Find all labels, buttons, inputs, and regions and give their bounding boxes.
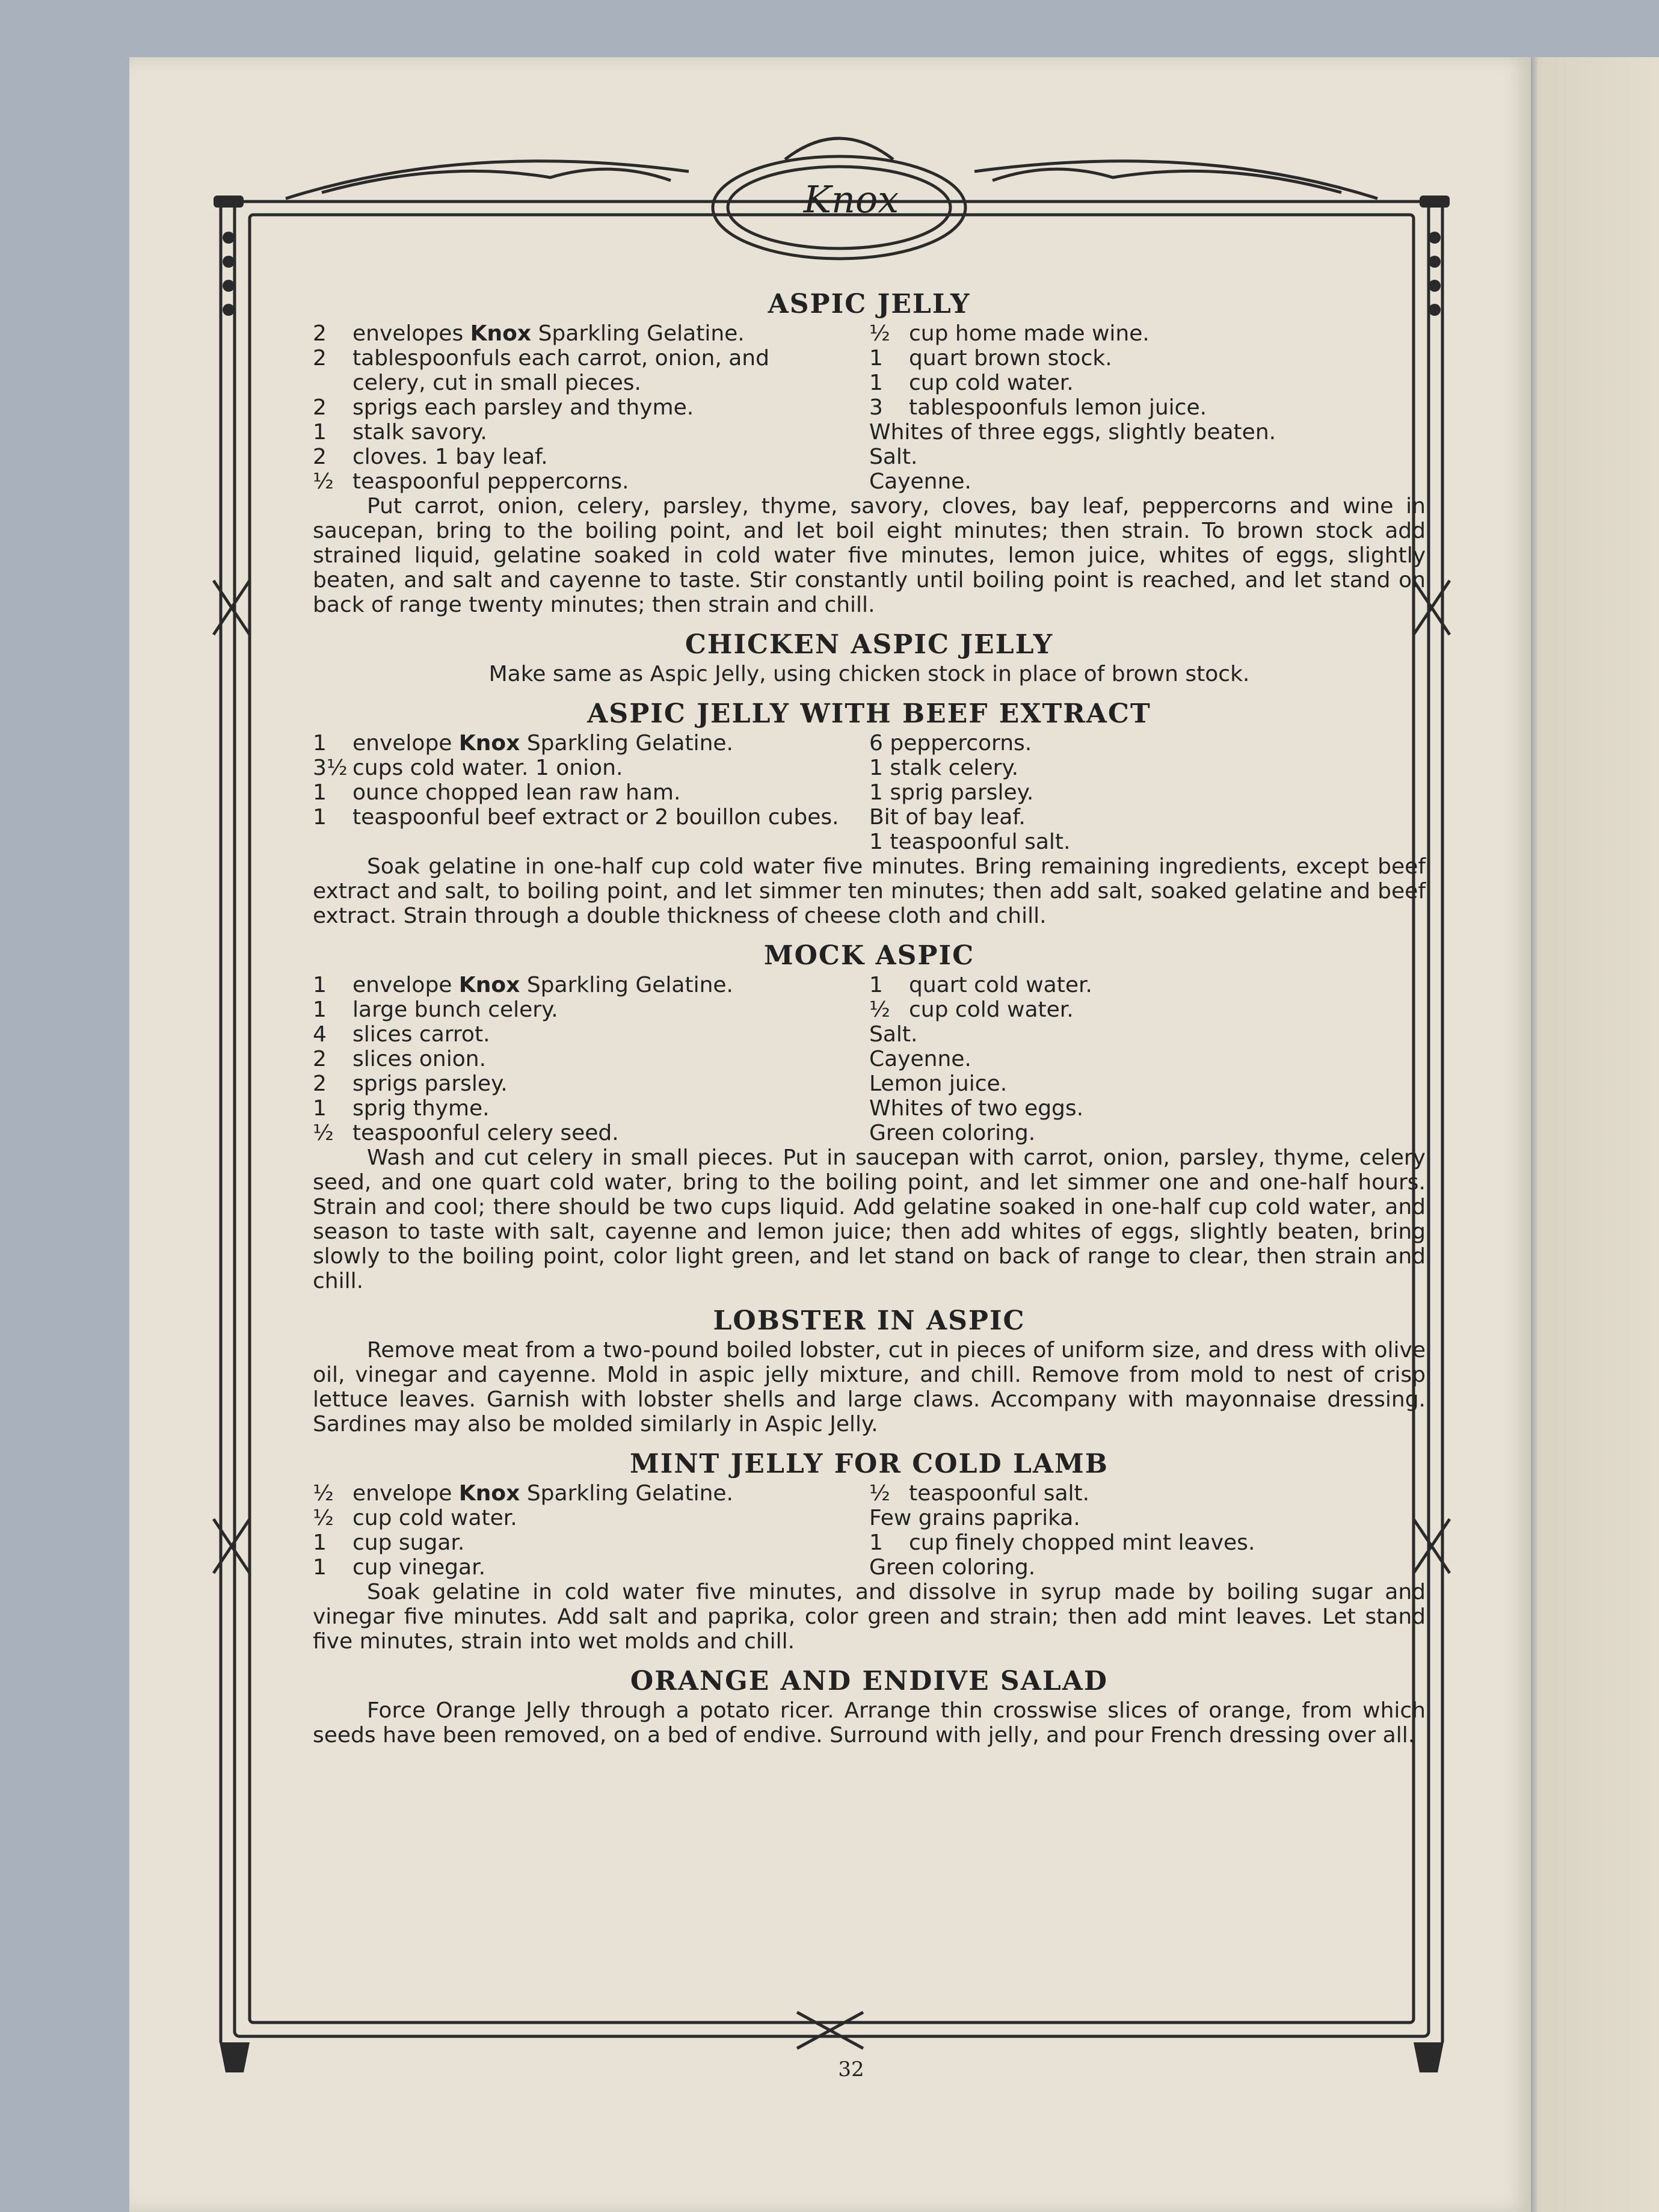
recipe-title: LOBSTER IN ASPIC	[713, 1305, 1026, 1336]
recipe-lobster-in-aspic	[313, 1304, 1426, 1437]
ingredient-row: ½ cup cold water.	[313, 1506, 517, 1530]
recipe-instructions: Put carrot, onion, celery, parsley, thyme, savory, cloves, bay leaf, peppercorns and wine in saucepan, bring to the boiling point, and let boil eight minutes; then strain. To brown stock add strained liquid, gelatine soaked in cold water five minutes, lemon juice, whites of eggs, slightly beaten, and salt and cayenne to taste. Stir constantly until boiling point is reached, and let stand on back of range twenty minutes; then strain and chill.	[313, 494, 1426, 617]
ingredient-row: 2 sprigs parsley.	[313, 1071, 508, 1096]
page-number: 32	[838, 2057, 864, 2081]
recipe-aspic-jelly-beef-extract	[313, 697, 1426, 928]
recipe-instructions: Remove meat from a two-pound boiled lobster, cut in pieces of uniform size, and dress with olive oil, vinegar and cayenne. Mold in aspic jelly mixture, and chill. Remove from mold to nest of crisp lettuce leaves. Garnish with lobster shells and large claws. Accompany with mayonnaise dressing. Sardines may also be molded similarly in Aspic Jelly.	[313, 1338, 1426, 1437]
recipe-instructions: Force Orange Jelly through a potato ricer. Arrange thin crosswise slices of orange, from which seeds have been removed, on a bed of endive. Surround with jelly, and pour French dressing over all.	[313, 1698, 1426, 1748]
ingredients-right	[869, 973, 1426, 1145]
ingredients-left	[313, 1481, 847, 1580]
ingredient-row: 2 envelopes Knox Sparkling Gelatine.	[313, 321, 745, 346]
recipe-instructions: Soak gelatine in cold water five minutes, and dissolve in syrup made by boiling sugar and vinegar five minutes. Add salt and paprika, color green and strain; then add mint leaves. Let stand five minutes, strain into wet molds and chill.	[313, 1580, 1426, 1654]
ingredient-row: 1 quart cold water.	[869, 973, 1092, 997]
recipe-aspic-jelly	[313, 288, 1426, 617]
ingredient-row: 1 sprig parsley.	[869, 780, 1034, 805]
recipe-title: MOCK ASPIC	[763, 940, 975, 971]
ingredient-row: Bit of bay leaf.	[869, 805, 1026, 830]
ingredients-right	[869, 1481, 1426, 1580]
ingredient-row: ½ envelope Knox Sparkling Gelatine.	[313, 1481, 733, 1506]
recipe-content	[313, 277, 1426, 1748]
ingredient-row: Whites of three eggs, slightly beaten.	[869, 420, 1276, 445]
ingredient-row: 2 cloves. 1 bay leaf.	[313, 445, 548, 469]
recipe-instructions: Soak gelatine in one-half cup cold water five minutes. Bring remaining ingredients, except beef extract and salt, to boiling point, and let simmer ten minutes; then add salt, soaked gelatine and beef extract. Strain through a double thickness of cheese cloth and chill.	[313, 854, 1426, 928]
ingredient-row: 4 slices carrot.	[313, 1022, 490, 1047]
recipe-chicken-aspic-jelly	[313, 628, 1426, 686]
recipe-title: CHICKEN ASPIC JELLY	[685, 629, 1054, 660]
recipe-title: ORANGE AND ENDIVE SALAD	[630, 1666, 1109, 1696]
recipe-instructions: Wash and cut celery in small pieces. Put in saucepan with carrot, onion, parsley, thyme, celery seed, and one quart cold water, bring to the boiling point, and let simmer one and one-half hours. Strain and cool; there should be two cups liquid. Add gelatine soaked in one-half cup cold water, and season to taste with salt, cayenne and lemon juice; then add whites of eggs, slightly beaten, bring slowly to the boiling point, color light green, and let stand on back of range to clear, then strain and chill.	[313, 1145, 1426, 1293]
ingredient-row: Salt.	[869, 445, 918, 469]
ingredient-row: Whites of two eggs.	[869, 1096, 1084, 1121]
ingredient-row: ½ teaspoonful celery seed.	[313, 1121, 619, 1145]
ingredient-row: Cayenne.	[869, 1047, 971, 1071]
ingredients-right	[869, 321, 1426, 494]
ingredient-row: 1 ounce chopped lean raw ham.	[313, 780, 681, 805]
ingredients-left	[313, 973, 847, 1145]
ingredient-row: 2 slices onion.	[313, 1047, 487, 1071]
ingredient-row: Green coloring.	[869, 1121, 1036, 1145]
ingredients-left	[313, 731, 847, 854]
ingredient-row: 1 stalk savory.	[313, 420, 487, 445]
ingredient-row: 1 sprig thyme.	[313, 1096, 490, 1121]
knox-logo: Knox	[803, 177, 899, 221]
ingredient-row: 3 tablespoonfuls lemon juice.	[869, 395, 1207, 420]
ingredient-row: 1 teaspoonful beef extract or 2 bouillon cubes.	[313, 805, 839, 830]
ingredient-row: 6 peppercorns.	[869, 731, 1032, 756]
ingredient-row: ½ teaspoonful peppercorns.	[313, 469, 629, 494]
ingredient-row: ½ cup cold water.	[869, 997, 1074, 1022]
recipe-title: ASPIC JELLY WITH BEEF EXTRACT	[587, 698, 1151, 729]
ingredient-row: Lemon juice.	[869, 1071, 1008, 1096]
ingredient-row: Cayenne.	[869, 469, 971, 494]
ingredient-row: 1 cup vinegar.	[313, 1555, 486, 1580]
ingredient-row: 1 teaspoonful salt.	[869, 830, 1071, 854]
recipe-title: MINT JELLY FOR COLD LAMB	[630, 1449, 1109, 1479]
ingredient-row: 1 cup sugar.	[313, 1530, 465, 1555]
adjacent-page	[1528, 57, 1659, 2212]
ingredients-right	[869, 731, 1426, 854]
recipe-mock-aspic	[313, 939, 1426, 1293]
book-page	[129, 57, 1531, 2212]
ingredient-row: 3½ cups cold water. 1 onion.	[313, 756, 623, 780]
ingredients-left	[313, 321, 847, 494]
recipe-mint-jelly	[313, 1447, 1426, 1654]
ingredient-row: ½ cup home made wine.	[869, 321, 1150, 346]
ingredient-row: 2 sprigs each parsley and thyme.	[313, 395, 694, 420]
ingredient-row: Few grains paprika.	[869, 1506, 1080, 1530]
recipe-orange-endive-salad	[313, 1665, 1426, 1748]
ingredient-row: 1 envelope Knox Sparkling Gelatine.	[313, 973, 733, 997]
recipe-title: ASPIC JELLY	[768, 289, 971, 319]
ingredient-row: 1 cup finely chopped mint leaves.	[869, 1530, 1255, 1555]
ingredient-row: 1 quart brown stock.	[869, 346, 1112, 371]
ingredient-row: Salt.	[869, 1022, 918, 1047]
ingredient-row: 2 tablespoonfuls each carrot, onion, and celery, cut in small pieces.	[313, 346, 769, 395]
ingredient-row: 1 large bunch celery.	[313, 997, 558, 1022]
ingredient-row: Green coloring.	[869, 1555, 1036, 1580]
ingredient-row: 1 envelope Knox Sparkling Gelatine.	[313, 731, 733, 756]
ingredient-row: ½ teaspoonful salt.	[869, 1481, 1090, 1506]
ingredient-row: 1 stalk celery.	[869, 756, 1019, 780]
recipe-note: Make same as Aspic Jelly, using chicken stock in place of brown stock.	[488, 662, 1250, 686]
ingredient-row: 1 cup cold water.	[869, 371, 1074, 395]
